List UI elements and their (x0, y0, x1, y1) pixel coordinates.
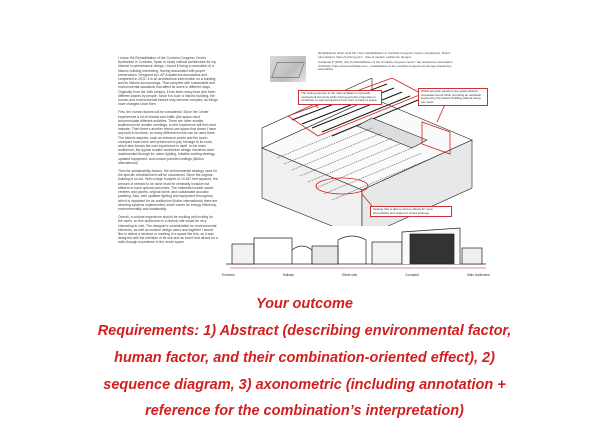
seating-annotation: Seating that is able to fold up allows for more accessibility and space for crowd seatings. (370, 206, 452, 217)
requirement-line-2: human factor, and their combination-oriented effect), 2) (114, 350, 495, 366)
requirement-line-3: sequence diagram, 3) axonometric (including annotation + (103, 377, 506, 393)
window-annotation: Whilst acoustic panels in the space absorb unneeded sound while providing an aesthetic inspired by the historic building without being too much. (418, 88, 488, 106)
abstract-paragraph-1: I chose the Rehabilitation of the Cordoba Congress Center Auditorium in Cordoba, Spain to study cultural architecture for my interest in performance design. I found it being a renovation of a historic building interesting. Having associated with proper preservation. Designed by LAP Arquitectos Associados and completed in 2022, it is an architectural intervention on a building and its historic surroundings. That complies with sustainable and environmental standards that affect its users in different ways. Originally from the 16th century, it has been many lives and been different places by people. Since it is such a historic building, the human and environmental factors may become complex, as things have changed since then. (118, 56, 218, 107)
abstract-paragraph-3: Then for sustainability factors, the environmental strategy used for the specific refurbishment will be considered. Since the original building is so old. With a large footprint of 10,467 feet squared, the amount of needed to be done must be minimally invasive but efficient to have optimal outcomes. The materials include saved veneers and panels, original stone, and sustainable acoustic paneling. Also, with updated lighting and equipment throughout, which is important for an auditorium Illution international) there are dimming systems implemented, which saves for energy efficiency, environmentally and sustainably. (118, 169, 218, 211)
seq-label-courtyard: Courtyard (405, 273, 420, 277)
outcome-title: Your outcome (256, 296, 353, 312)
reference-1: Rehabilitation 2022, April 6th | Ariq. Rehabilitation of Cordoba Congress Center | Arquitectos. Illution International. https://i.pinimg.com/ - files of modern auditorium designs (318, 51, 451, 59)
ceiling-annotation: The ceiling element in the main auditorium conceals mechanical elements while having acoustic properties to contribute to sound projection from front to back of space. (298, 90, 382, 105)
sequence-diagram (222, 220, 490, 280)
requirement-line-4: reference for the combination’s interpretation) (145, 403, 464, 419)
abstract-paragraph-4: Overall, a cultural experience should be exciting and inviting for the users, so this auditorium is a historic site would be very interesting to visit. The designer's consideration for environmental elements, as well as modern design users and together I would like to attend a seminar or meeting in a space like this, as it was designed with the intention of its use and an event that allows for a walk-through experience in the whole space. (118, 215, 218, 245)
seq-label-auditorium: Main Auditorium (467, 273, 490, 277)
requirement-line-1: Requirements: 1) Abstract (describing environmental factor, (97, 323, 512, 339)
seq-label-street: Street side (341, 273, 358, 277)
abstract-column (118, 56, 218, 249)
abstract-paragraph-2: First, the human factors will be considered. Since the Center experiences a lot of crowds and traffic (the space must accommodate different activities. There are other smaller auditoriums for smaller meetings, so the experience will feel more intimate. Then there's another mixed-use space that doesn't have any built-in furniture, so many different events can be used there. The historic aspects, such as entrance points and the iconic courtyard have been well preserved to pay homage to its roots, which also boosts the user experience in itself. In the main auditorium, the typical modern auditorium design elements were implemented through its: warm lighting, foldable seating strategy, updated equipment, and custom paneled ceilings (Illution international). (118, 110, 217, 165)
sequence-labels (222, 273, 490, 277)
seq-label-entrance: Entrance (222, 273, 235, 277)
references (318, 52, 458, 74)
assignment-sheet (118, 48, 490, 280)
reference-2: Cardenas P (2022, July 8) Rehabilitation of the Cordoba congress center / lap arquitectos associados. ArchDaily. https://www.archdaily.com/ - rehabilitation-of-the-cordoba-congress-center-lap-arquitectos-associados (318, 60, 454, 72)
seq-label-hallway: Hallway (282, 273, 294, 277)
